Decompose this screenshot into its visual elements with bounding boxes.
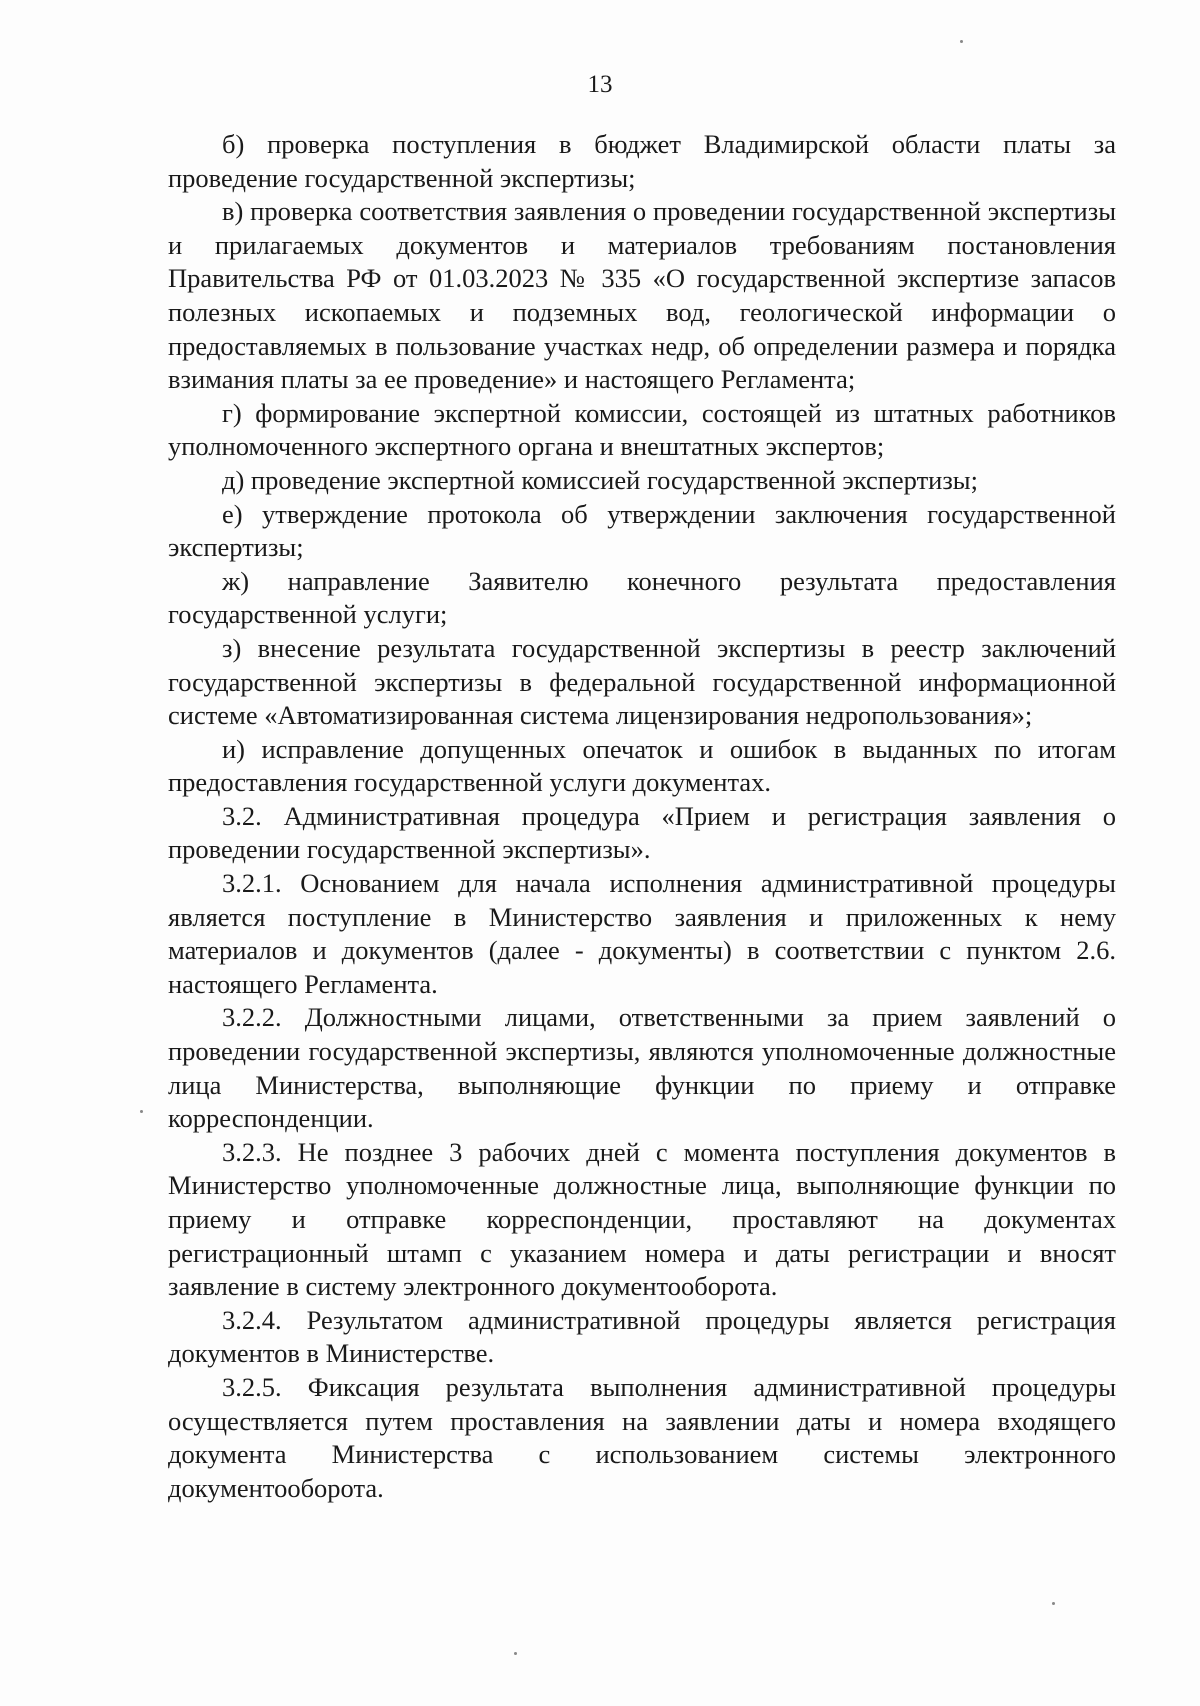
paragraph-v: в) проверка соответствия заявления о проведении государственной экспертизы и прилагаемых документов и материалов требованиям постановления Правительства РФ от 01.03.2023 № 335 «О государственной экспертизе запасов полезных ископаемых и подземных вод, геологической информации о предоставляемых в пользование участках недр, об определении размера и порядка взимания платы за ее проведение» и настоящего Регламента; [168,196,1116,395]
section-3-2-1: 3.2.1. Основанием для начала исполнения административной процедуры является поступление в Министерство заявления и приложенных к нему материалов и документов (далее - документы) в соответствии с пунктом 2.6. настоящего Регламента. [168,868,1116,999]
section-3-2-4: 3.2.4. Результатом административной процедуры является регистрация документов в Министерстве. [168,1304,1116,1369]
paragraph-d: д) проведение экспертной комиссией государственной экспертизы; [222,464,978,495]
section-3-2: 3.2. Административная процедура «Прием и регистрация заявления о проведении государственной экспертизы». [168,800,1116,865]
paragraph-g: г) формирование экспертной комиссии, состоящей из штатных работников уполномоченного экспертного органа и внештатных экспертов; [168,397,1116,462]
scan-speck [514,1652,517,1655]
scan-speck [960,40,963,43]
scan-speck [1052,1602,1055,1605]
paragraph-zh: ж) направление Заявителю конечного результата предоставления государственной услуги; [168,565,1116,630]
paragraph-e: е) утверждение протокола об утверждении заключения государственной экспертизы; [168,498,1116,563]
document-body [168,128,1116,1505]
paragraph-z: з) внесение результата государственной экспертизы в реестр заключений государственной экспертизы в федеральной государственной информационной системе «Автоматизированная система лицензирования недропользования»; [168,632,1116,731]
page-number: 13 [587,71,613,98]
section-3-2-2: 3.2.2. Должностными лицами, ответственными за прием заявлений о проведении государственной экспертизы, являются уполномоченные должностные лица Министерства, выполняющие функции по приему и отправке корреспонденции. [168,1002,1116,1134]
paragraph-i: и) исправление допущенных опечаток и ошибок в выданных по итогам предоставления государственной услуги документах. [168,733,1116,798]
paragraph-b: б) проверка поступления в бюджет Владимирской области платы за проведение государственной экспертизы; [168,129,1116,193]
scan-speck [140,1110,143,1113]
section-3-2-3: 3.2.3. Не позднее 3 рабочих дней с момента поступления документов в Министерство уполномоченные должностные лица, выполняющие функции по приему и отправке корреспонденции, проставляют на документах регистрационный штамп с указанием номера и даты регистрации и вносят заявление в систему электронного документооборота. [168,1136,1116,1302]
section-3-2-5: 3.2.5. Фиксация результата выполнения административной процедуры осуществляется путем проставления на заявлении даты и номера входящего документа Министерства с использованием системы электронного документооборота. [168,1371,1116,1503]
